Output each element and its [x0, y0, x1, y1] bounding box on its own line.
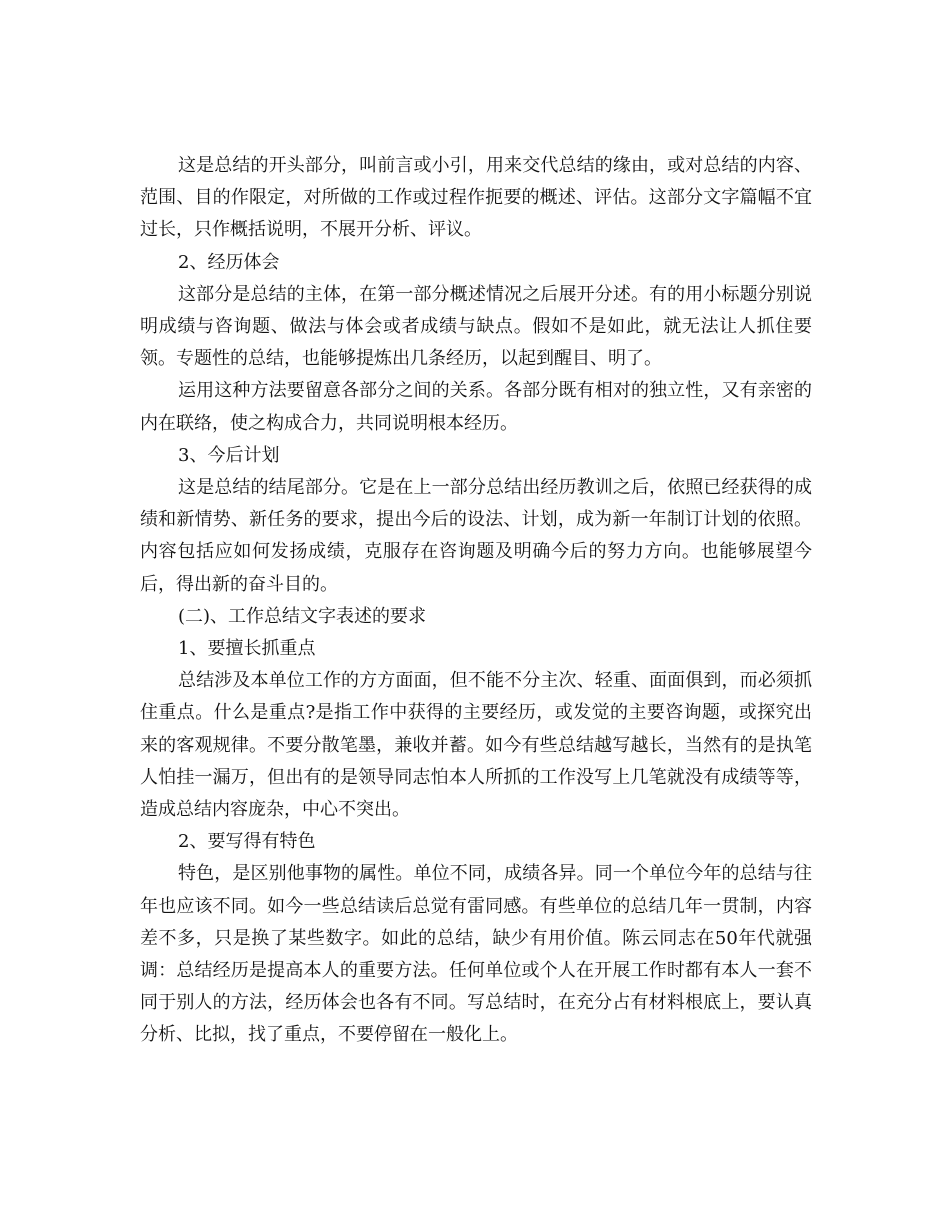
heading-distinctive: 2、要写得有特色 — [178, 831, 316, 853]
document-body — [140, 150, 812, 1052]
heading-experience: 2、经历体会 — [178, 251, 280, 273]
heading-focus-key-points: 1、要擅长抓重点 — [178, 638, 316, 660]
paragraph-focus-key-points: 总结涉及本单位工作的方方面面，但不能不分主次、轻重、面面俱到，而必须抓住重点。什么是重点?是指工作中获得的主要经历，或发觉的主要咨询题，或探究出来的客观规律。不要分散笔墨，兼收并蓄。如今有些总结越写越长，当然有的是执笔人怕挂一漏万，但出有的是领导同志怕本人所抓的工作没写上几笔就没有成绩等等，造成总结内容庞杂，中心不突出。 — [140, 670, 812, 821]
paragraph-distinctive: 特色，是区别他事物的属性。单位不同，成绩各异。同一个单位今年的总结与往年也应该不同。如今一些总结读后总觉有雷同感。有些单位的总结几年一贯制，内容差不多，只是换了某些数字。如此的总结，缺少有用价值。陈云同志在50年代就强调：总结经历是提高本人的重要方法。任何单位或个人在开展工作时都有本人一套不同于别人的方法，经历体会也各有不同。写总结时，在充分占有材料根底上，要认真分析、比拟，找了重点，不要停留在一般化上。 — [140, 863, 812, 1046]
heading-writing-requirements: (二)、工作总结文字表述的要求 — [178, 605, 427, 627]
heading-future-plan: 3、今后计划 — [178, 444, 280, 466]
paragraph-future-plan: 这是总结的结尾部分。它是在上一部分总结出经历教训之后，依照已经获得的成绩和新情势、新任务的要求，提出今后的设法、计划，成为新一年制订计划的依照。内容包括应如何发扬成绩，克服存在咨询题及明确今后的努力方向。也能够展望今后，得出新的奋斗目的。 — [140, 477, 812, 595]
paragraph-intro: 这是总结的开头部分，叫前言或小引，用来交代总结的缘由，或对总结的内容、范围、目的作限定，对所做的工作或过程作扼要的概述、评估。这部分文字篇幅不宜过长，只作概括说明，不展开分析、评议。 — [140, 155, 812, 241]
paragraph-experience-main: 这部分是总结的主体，在第一部分概述情况之后展开分述。有的用小标题分别说明成绩与咨询题、做法与体会或者成绩与缺点。假如不是如此，就无法让人抓住要领。专题性的总结，也能够提炼出几条经历，以起到醒目、明了。 — [140, 283, 812, 370]
paragraph-experience-relation: 运用这种方法要留意各部分之间的关系。各部分既有相对的独立性，又有亲密的内在联络，使之构成合力，共同说明根本经历。 — [140, 380, 812, 434]
